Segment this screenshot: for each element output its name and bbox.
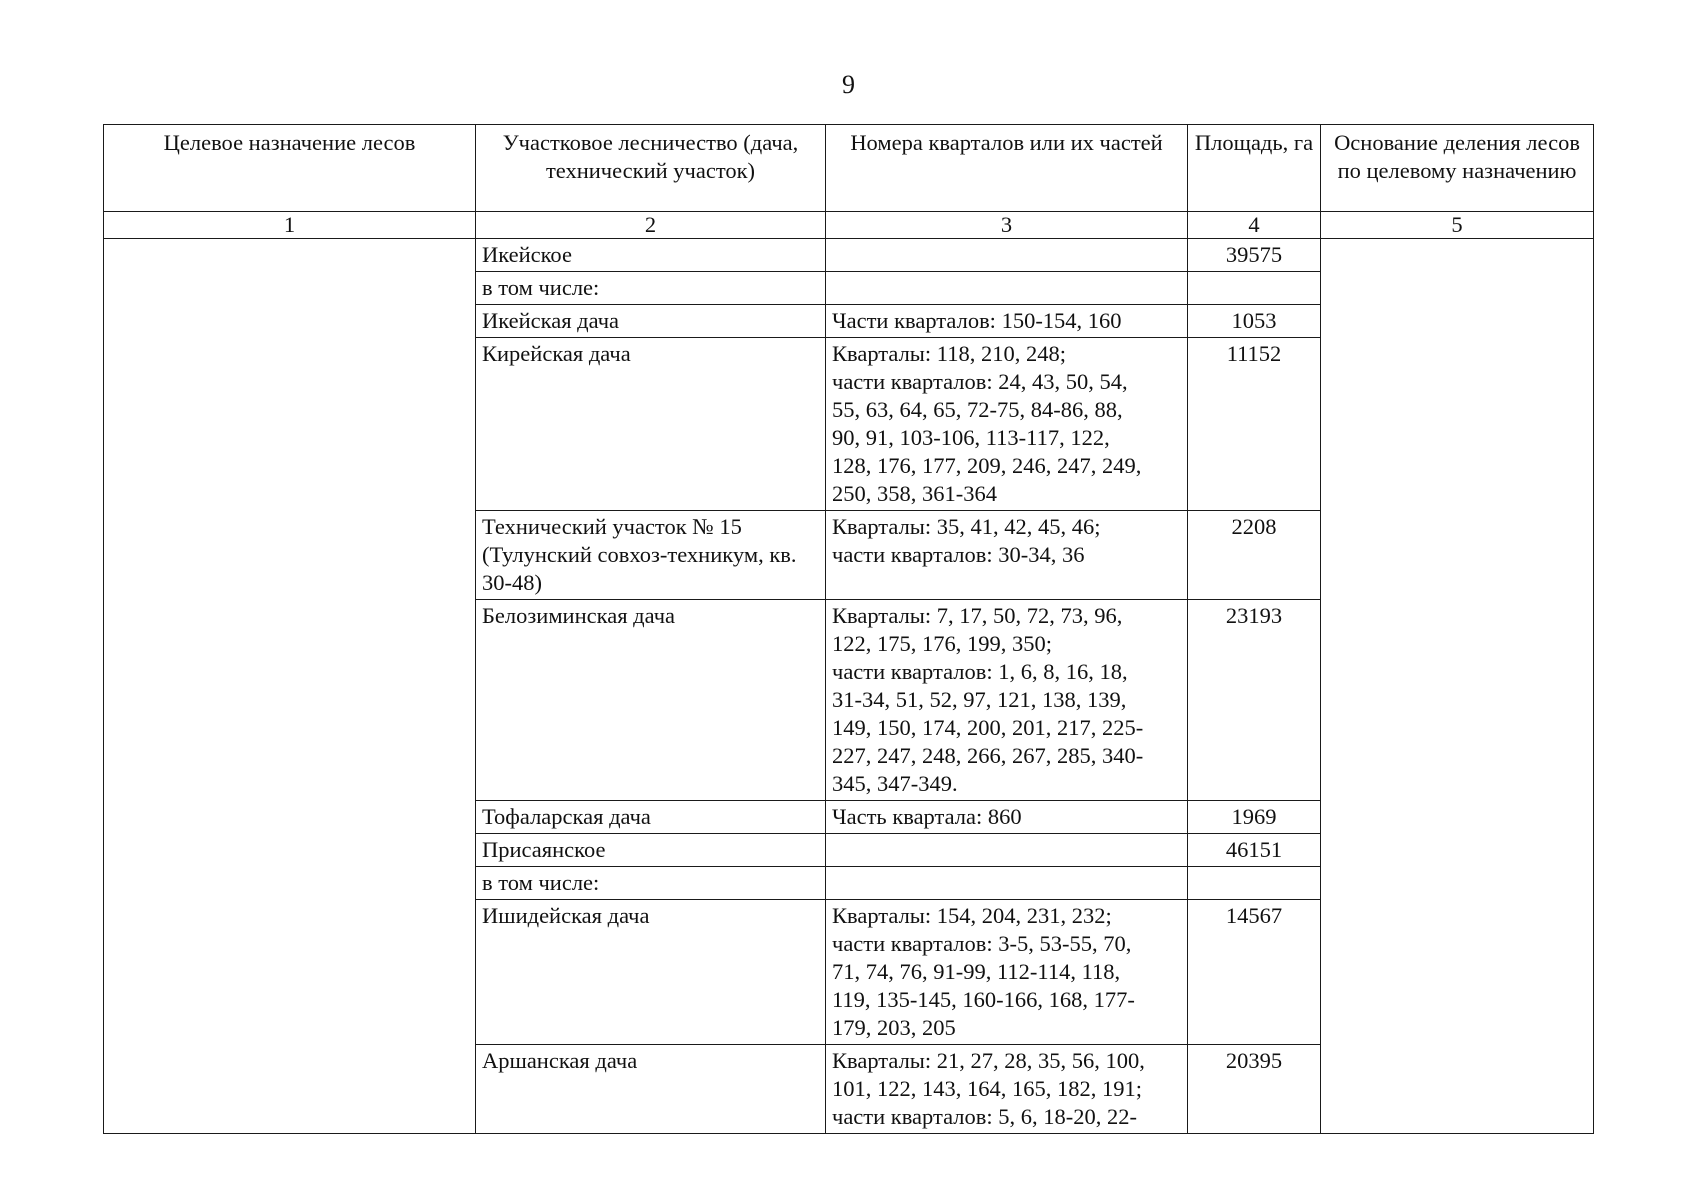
header-basis: Основание деления лесов по целевому назначению	[1321, 125, 1594, 212]
quarters-cell: Кварталы: 154, 204, 231, 232; части кварталов: 3-5, 53-55, 70, 71, 74, 76, 91-99, 112-114, 118, 119, 135-145, 160-166, 168, 177- 179, 203, 205	[826, 900, 1188, 1045]
quarters-cell: Части кварталов: 150-154, 160	[826, 305, 1188, 338]
quarters-cell: Кварталы: 7, 17, 50, 72, 73, 96, 122, 175, 176, 199, 350; части кварталов: 1, 6, 8, 16, 18, 31-34, 51, 52, 97, 121, 138, 139, 149, 150, 174, 200, 201, 217, 225- 227, 247, 248, 266, 267, 285, 340- 345, 347-349.	[826, 600, 1188, 801]
quarters-cell	[826, 239, 1188, 272]
basis-cell-empty	[1321, 239, 1594, 1134]
table-row	[104, 239, 1594, 272]
header-quarters: Номера кварталов или их частей	[826, 125, 1188, 212]
area-cell	[1188, 867, 1321, 900]
area-cell: 11152	[1188, 338, 1321, 511]
quarters-cell	[826, 272, 1188, 305]
forestry-cell: Кирейская дача	[476, 338, 826, 511]
quarters-cell: Кварталы: 118, 210, 248; части кварталов: 24, 43, 50, 54, 55, 63, 64, 65, 72-75, 84-86, 88, 90, 91, 103-106, 113-117, 122, 128, 176, 177, 209, 246, 247, 249, 250, 358, 361-364	[826, 338, 1188, 511]
area-cell: 2208	[1188, 511, 1321, 600]
area-cell	[1188, 272, 1321, 305]
area-cell: 14567	[1188, 900, 1321, 1045]
forest-purpose-table	[103, 124, 1594, 1134]
quarters-cell: Кварталы: 35, 41, 42, 45, 46; части кварталов: 30-34, 36	[826, 511, 1188, 600]
forestry-cell: Технический участок № 15 (Тулунский совхоз-техникум, кв. 30-48)	[476, 511, 826, 600]
quarters-cell: Кварталы: 21, 27, 28, 35, 56, 100, 101, 122, 143, 164, 165, 182, 191; части кварталов: 5, 6, 18-20, 22-	[826, 1045, 1188, 1134]
header-purpose: Целевое назначение лесов	[104, 125, 476, 212]
forestry-cell: Присаянское	[476, 834, 826, 867]
column-number: 3	[826, 212, 1188, 239]
forestry-cell: в том числе:	[476, 272, 826, 305]
area-cell: 23193	[1188, 600, 1321, 801]
column-number: 5	[1321, 212, 1594, 239]
page-number: 9	[842, 70, 855, 99]
column-number: 4	[1188, 212, 1321, 239]
quarters-cell: Часть квартала: 860	[826, 801, 1188, 834]
header-forestry: Участковое лесничество (дача, технический участок)	[476, 125, 826, 212]
quarters-cell	[826, 834, 1188, 867]
area-cell: 1969	[1188, 801, 1321, 834]
column-number: 1	[104, 212, 476, 239]
header-area: Площадь, га	[1188, 125, 1321, 212]
forestry-cell: Икейское	[476, 239, 826, 272]
area-cell: 1053	[1188, 305, 1321, 338]
forestry-cell: Белозиминская дача	[476, 600, 826, 801]
quarters-cell	[826, 867, 1188, 900]
forestry-cell: в том числе:	[476, 867, 826, 900]
header-row	[104, 125, 1594, 212]
forestry-cell: Ишидейская дача	[476, 900, 826, 1045]
forestry-cell: Аршанская дача	[476, 1045, 826, 1134]
area-cell: 39575	[1188, 239, 1321, 272]
forestry-cell: Тофаларская дача	[476, 801, 826, 834]
area-cell: 20395	[1188, 1045, 1321, 1134]
area-cell: 46151	[1188, 834, 1321, 867]
column-number: 2	[476, 212, 826, 239]
column-number-row	[104, 212, 1594, 239]
forestry-cell: Икейская дача	[476, 305, 826, 338]
purpose-cell-empty	[104, 239, 476, 1134]
